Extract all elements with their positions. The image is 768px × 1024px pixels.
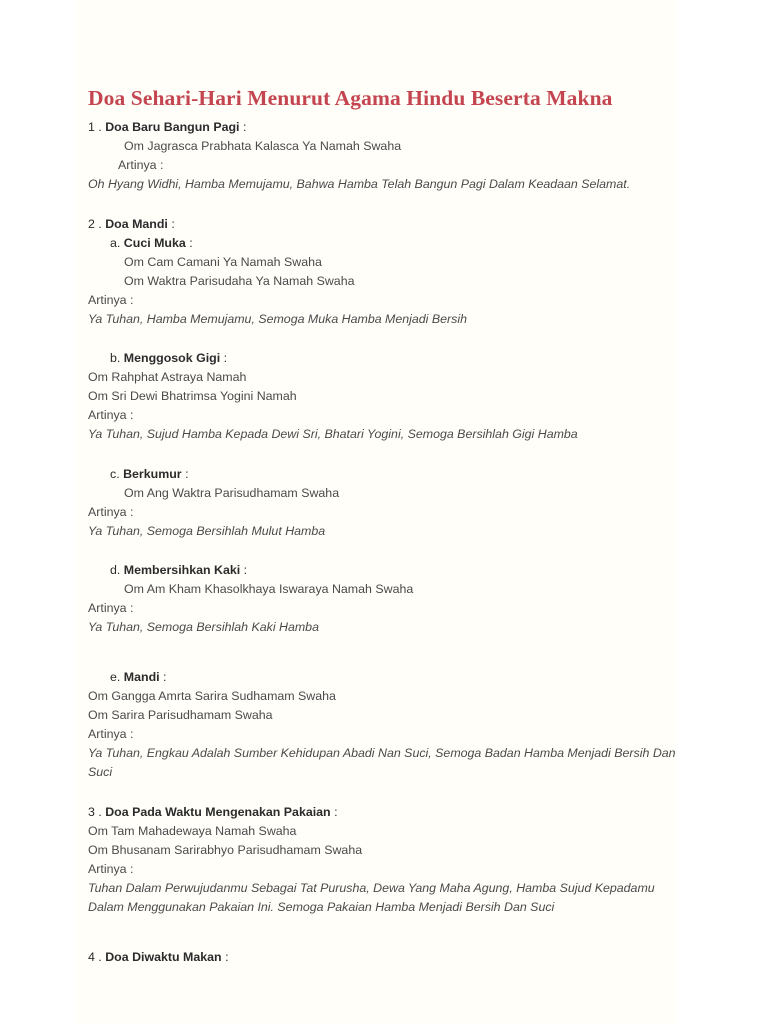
section-number: 3 .: [88, 804, 102, 819]
colon: :: [225, 949, 229, 964]
document-content: [88, 86, 676, 967]
mantra-line: Om Ang Waktra Parisudhamam Swaha: [124, 485, 340, 500]
section-2: [88, 215, 676, 783]
artinya-label: Artinya :: [88, 726, 134, 741]
spacer: [88, 783, 676, 803]
spacer: [88, 195, 676, 215]
spacer: [88, 541, 676, 561]
section-heading: [88, 948, 676, 967]
subsection-heading: [88, 465, 676, 484]
meaning-text: Ya Tuhan, Semoga Bersihlah Kaki Hamba: [88, 620, 319, 635]
meaning-text: Ya Tuhan, Engkau Adalah Sumber Kehidupan Abadi Nan Suci, Semoga Badan Hamba Menjadi Bersih Dan Suci: [88, 745, 676, 780]
subsection-heading: [88, 349, 676, 368]
page-title: Doa Sehari-Hari Menurut Agama Hindu Beserta Makna: [88, 86, 613, 110]
subsection-title: Mandi: [123, 669, 160, 684]
subsection-letter: a.: [110, 235, 121, 250]
section-title: Doa Pada Waktu Mengenakan Pakaian: [105, 804, 331, 819]
subsection-title: Cuci Muka: [123, 235, 186, 250]
mantra-line: Om Tam Mahadewaya Namah Swaha: [88, 823, 297, 838]
section-title: Doa Mandi: [105, 216, 168, 231]
subsection-heading: [88, 234, 676, 253]
section-1: [88, 118, 676, 195]
section-title: Doa Diwaktu Makan: [105, 949, 222, 964]
mantra-line: Om Waktra Parisudaha Ya Namah Swaha: [124, 273, 355, 288]
mantra-line: Om Sri Dewi Bhatrimsa Yogini Namah: [88, 389, 297, 404]
section-heading: [88, 215, 676, 234]
subsection-letter: e.: [110, 669, 121, 684]
subsection-letter: c.: [110, 466, 120, 481]
subsection-letter: d.: [110, 563, 121, 578]
colon: :: [242, 120, 247, 135]
artinya-label: Artinya :: [88, 601, 134, 616]
mantra-line: Om Rahphat Astraya Namah: [88, 370, 247, 385]
artinya-label: Artinya :: [118, 158, 164, 173]
colon: :: [163, 669, 167, 684]
mantra-line: Om Am Kham Khasolkhaya Iswaraya Namah Swaha: [124, 582, 414, 597]
meaning-text: Ya Tuhan, Hamba Memujamu, Semoga Muka Hamba Menjadi Bersih: [88, 311, 468, 326]
subsection-heading: [88, 668, 676, 687]
meaning-text: Ya Tuhan, Semoga Bersihlah Mulut Hamba: [88, 523, 326, 538]
artinya-label: Artinya :: [88, 504, 134, 519]
mantra-line: Om Jagrasca Prabhata Kalasca Ya Namah Swaha: [124, 139, 402, 154]
colon: :: [171, 216, 175, 231]
section-4: [88, 948, 676, 967]
spacer: [88, 329, 676, 349]
mantra-line: Om Cam Camani Ya Namah Swaha: [124, 254, 322, 269]
mantra-line: Om Bhusanam Sarirabhyo Parisudhamam Swaha: [88, 842, 363, 857]
section-number: 1 .: [88, 120, 102, 135]
colon: :: [334, 804, 338, 819]
subsection-letter: b.: [110, 351, 121, 366]
meaning-text: Tuhan Dalam Perwujudanmu Sebagai Tat Purusha, Dewa Yang Maha Agung, Hamba Sujud Kepadamu Dalam Menggunakan Pakaian Ini. Semoga Pakaian Hamba Menjadi Bersih Dan Suci: [88, 880, 655, 915]
spacer: [88, 918, 676, 948]
colon: :: [223, 351, 228, 366]
artinya-label: Artinya :: [88, 861, 134, 876]
subsection-title: Berkumur: [123, 466, 182, 481]
mantra-line: Om Gangga Amrta Sarira Sudhamam Swaha: [88, 688, 336, 703]
section-number: 2 .: [88, 216, 102, 231]
meaning-text: Ya Tuhan, Sujud Hamba Kepada Dewi Sri, Bhatari Yogini, Semoga Bersihlah Gigi Hamba: [88, 427, 578, 442]
section-title: Doa Baru Bangun Pagi: [105, 120, 240, 135]
spacer: [88, 445, 676, 465]
section-3: [88, 803, 676, 918]
colon: :: [189, 235, 193, 250]
section-heading: [88, 803, 676, 822]
artinya-label: Artinya :: [88, 408, 134, 423]
subsection-heading: [88, 561, 676, 580]
artinya-label: Artinya :: [88, 292, 134, 307]
meaning-text: Oh Hyang Widhi, Hamba Memujamu, Bahwa Hamba Telah Bangun Pagi Dalam Keadaan Selamat.: [88, 177, 631, 192]
mantra-line: Om Sarira Parisudhamam Swaha: [88, 707, 273, 722]
colon: :: [185, 466, 189, 481]
section-number: 4 .: [88, 949, 102, 964]
subsection-title: Menggosok Gigi: [123, 351, 221, 366]
spacer: [88, 638, 676, 668]
subsection-title: Membersihkan Kaki: [123, 563, 241, 578]
colon: :: [243, 563, 248, 578]
section-heading: [88, 118, 676, 137]
